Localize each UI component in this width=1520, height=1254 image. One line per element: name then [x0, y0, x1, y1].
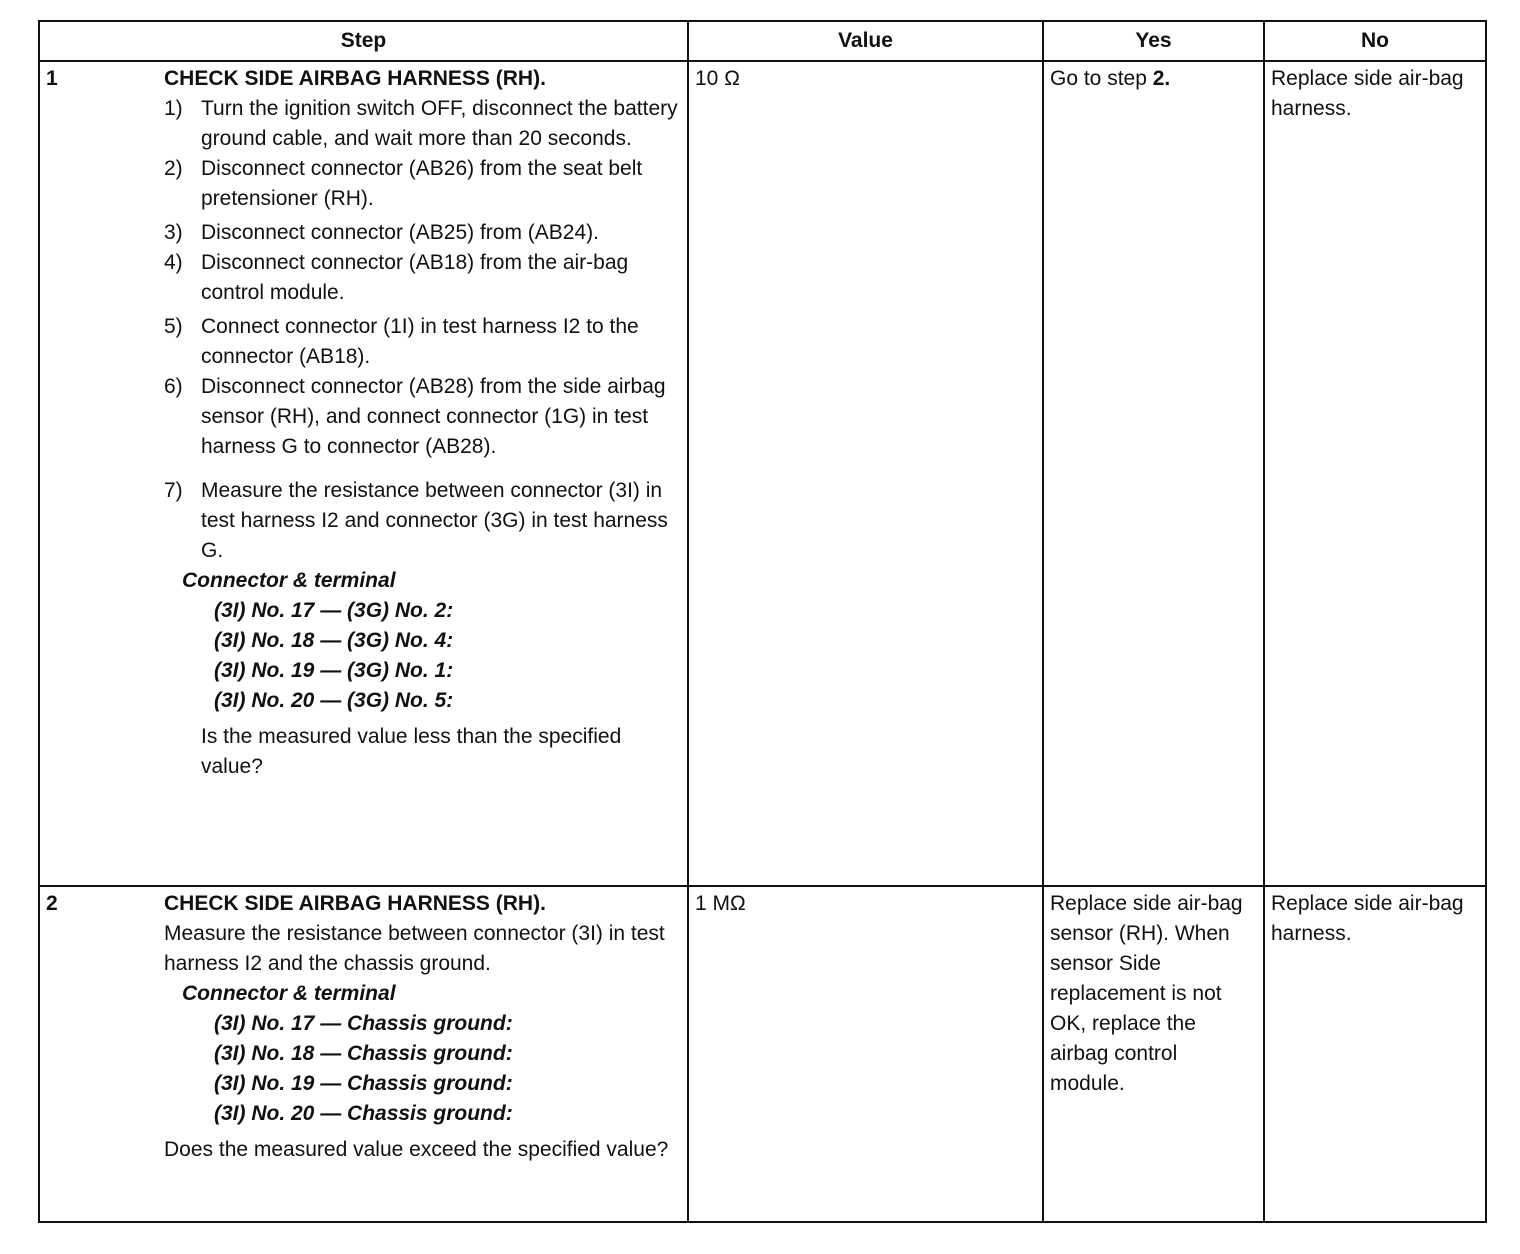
header-value: Value [688, 21, 1043, 61]
list-item: 2) Disconnect connector (AB26) from the seat belt pretensioner (RH). [164, 157, 643, 210]
connector-terminal: (3I) No. 17 — (3G) No. 2: [214, 599, 454, 622]
connector-heading: Connector & terminal [182, 569, 396, 592]
connector-terminal: (3I) No. 20 — Chassis ground: [214, 1102, 513, 1125]
step-question: Does the measured value exceed the specified value? [164, 1138, 669, 1161]
connector-terminal: (3I) No. 19 — (3G) No. 1: [214, 659, 454, 682]
table-row [39, 61, 1486, 886]
connector-terminal: (3I) No. 18 — (3G) No. 4: [214, 629, 454, 652]
value-cell [688, 61, 1043, 886]
value-cell [688, 886, 1043, 1222]
connector-heading: Connector & terminal [182, 982, 396, 1005]
list-item: 3) Disconnect connector (AB25) from (AB24). [164, 221, 599, 244]
list-item: 1) Turn the ignition switch OFF, disconnect the battery ground cable, and wait more than 20 seconds. [164, 97, 678, 150]
connector-terminal: (3I) No. 18 — Chassis ground: [214, 1042, 513, 1065]
connector-terminal: (3I) No. 20 — (3G) No. 5: [214, 689, 454, 712]
no-cell [1264, 61, 1486, 886]
no-action: Replace side air-bag harness. [1271, 892, 1464, 945]
step-number: 2 [46, 892, 58, 915]
step-cell [39, 886, 688, 1222]
goto-step-link: 2. [1152, 67, 1171, 90]
connector-terminal: (3I) No. 17 — Chassis ground: [214, 1012, 513, 1035]
no-cell [1264, 886, 1486, 1222]
step-title: CHECK SIDE AIRBAG HARNESS (RH). [164, 67, 546, 90]
step-cell [39, 61, 688, 886]
list-item: 5) Connect connector (1I) in test harness I2 to the connector (AB18). [164, 315, 639, 368]
step-intro: Measure the resistance between connector (3I) in test harness I2 and the chassis ground. [164, 922, 665, 975]
spec-value: 1 MΩ [695, 892, 746, 915]
yes-cell [1043, 61, 1264, 886]
header-step: Step [39, 21, 688, 61]
list-item: 4) Disconnect connector (AB18) from the air-bag control module. [164, 251, 629, 304]
yes-action: Go to step 2. [1050, 67, 1171, 90]
header-no: No [1264, 21, 1486, 61]
list-item: 7) Measure the resistance between connector (3I) in test harness I2 and connector (3G) in test harness G. [164, 479, 668, 562]
no-action: Replace side air-bag harness. [1271, 67, 1464, 120]
yes-cell [1043, 886, 1264, 1222]
step-number: 1 [46, 67, 58, 90]
step-body [164, 62, 687, 782]
table-row [39, 886, 1486, 1222]
yes-action: Replace side air-bag sensor (RH). When sensor Side replacement is not OK, replace the airbag control module. [1050, 892, 1243, 1095]
diagnostic-table [38, 20, 1487, 1223]
spec-value: 10 Ω [695, 67, 740, 90]
step-title: CHECK SIDE AIRBAG HARNESS (RH). [164, 892, 546, 915]
step-body [164, 887, 687, 1165]
connector-terminal: (3I) No. 19 — Chassis ground: [214, 1072, 513, 1095]
step-question: Is the measured value less than the specified value? [201, 725, 622, 778]
header-yes: Yes [1043, 21, 1264, 61]
header-row [39, 21, 1486, 61]
list-item: 6) Disconnect connector (AB28) from the side airbag sensor (RH), and connect connector (1G) in test harness G to connector (AB28). [164, 375, 666, 458]
